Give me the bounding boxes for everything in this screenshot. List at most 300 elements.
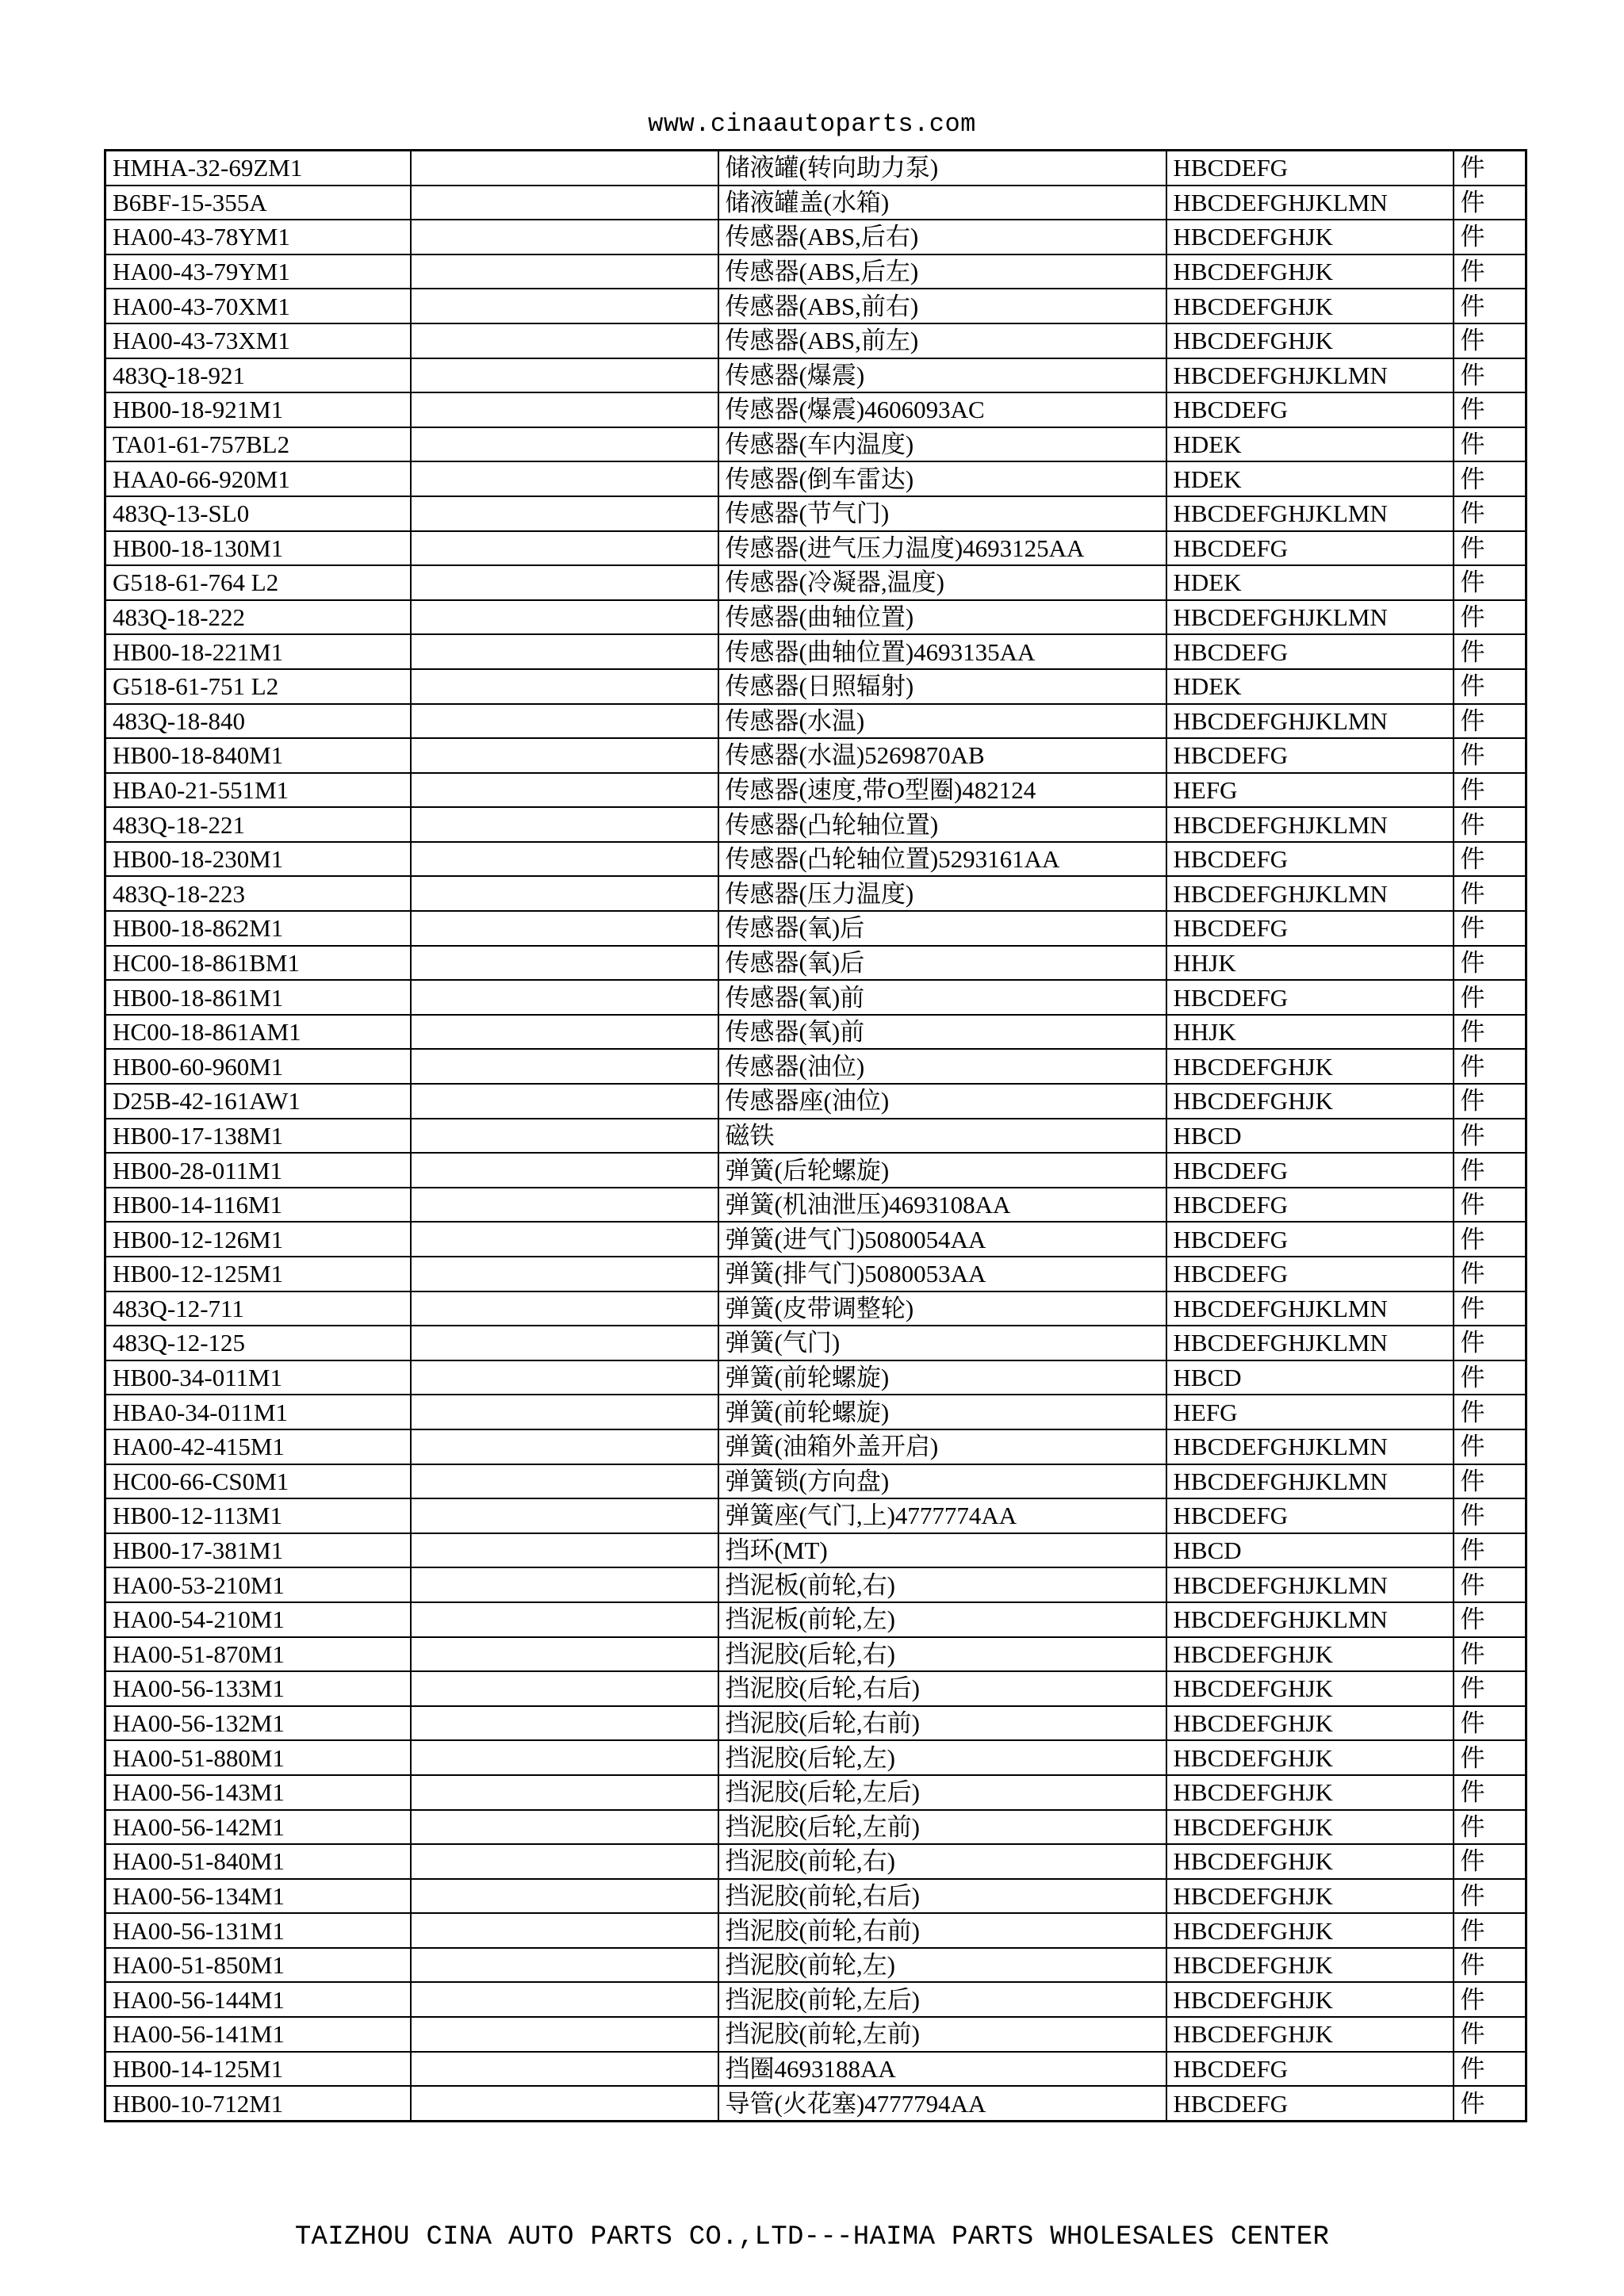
part-name-cell: 传感器(氧)前 <box>718 1015 1166 1050</box>
blank-cell <box>411 738 718 773</box>
table-row <box>105 876 1526 911</box>
model-codes-cell: HBCDEFGHJKLMN <box>1166 876 1454 911</box>
blank-cell <box>411 1671 718 1706</box>
part-name-cell: 储液罐(转向助力泵) <box>718 151 1166 186</box>
model-codes-cell: HBCDEFGHJK <box>1166 1706 1454 1741</box>
part-name-cell: 传感器(爆震) <box>718 358 1166 393</box>
blank-cell <box>411 1879 718 1914</box>
part-code-cell: HA00-51-870M1 <box>105 1637 411 1672</box>
part-code-cell: G518-61-764 L2 <box>105 565 411 600</box>
model-codes-cell: HBCDEFG <box>1166 634 1454 669</box>
unit-cell: 件 <box>1454 2052 1526 2087</box>
table-row <box>105 1326 1526 1360</box>
model-codes-cell: HBCDEFG <box>1166 1153 1454 1188</box>
part-code-cell: HA00-43-79YM1 <box>105 254 411 289</box>
part-name-cell: 传感器(冷凝器,温度) <box>718 565 1166 600</box>
unit-cell: 件 <box>1454 1395 1526 1429</box>
model-codes-cell: HBCDEFG <box>1166 1222 1454 1257</box>
unit-cell: 件 <box>1454 151 1526 186</box>
model-codes-cell: HBCDEFGHJK <box>1166 1844 1454 1879</box>
table-row <box>105 1810 1526 1845</box>
part-code-cell: HB00-18-862M1 <box>105 911 411 946</box>
blank-cell <box>411 1257 718 1292</box>
part-code-cell: 483Q-18-223 <box>105 876 411 911</box>
part-code-cell: 483Q-13-SL0 <box>105 496 411 531</box>
blank-cell <box>411 1740 718 1775</box>
unit-cell: 件 <box>1454 1775 1526 1810</box>
unit-cell: 件 <box>1454 669 1526 704</box>
part-code-cell: HB00-17-138M1 <box>105 1119 411 1154</box>
unit-cell: 件 <box>1454 186 1526 220</box>
blank-cell <box>411 842 718 877</box>
part-code-cell: HAA0-66-920M1 <box>105 461 411 496</box>
part-code-cell: 483Q-18-221 <box>105 807 411 842</box>
part-code-cell: HB00-18-221M1 <box>105 634 411 669</box>
table-row <box>105 704 1526 739</box>
blank-cell <box>411 2017 718 2052</box>
blank-cell <box>411 2086 718 2121</box>
part-code-cell: HB00-10-712M1 <box>105 2086 411 2121</box>
part-name-cell: 传感器(倒车雷达) <box>718 461 1166 496</box>
blank-cell <box>411 427 718 462</box>
unit-cell: 件 <box>1454 1844 1526 1879</box>
part-code-cell: HA00-56-134M1 <box>105 1879 411 1914</box>
part-name-cell: 弹簧锁(方向盘) <box>718 1464 1166 1499</box>
table-row <box>105 1948 1526 1983</box>
part-code-cell: HBA0-21-551M1 <box>105 773 411 808</box>
part-name-cell: 传感器(进气压力温度)4693125AA <box>718 531 1166 566</box>
model-codes-cell: HBCDEFG <box>1166 1498 1454 1533</box>
model-codes-cell: HBCDEFGHJK <box>1166 1049 1454 1084</box>
blank-cell <box>411 704 718 739</box>
part-name-cell: 挡泥胶(前轮,右后) <box>718 1879 1166 1914</box>
model-codes-cell: HDEK <box>1166 461 1454 496</box>
blank-cell <box>411 1810 718 1845</box>
table-row <box>105 1982 1526 2017</box>
part-code-cell: HA00-56-143M1 <box>105 1775 411 1810</box>
blank-cell <box>411 1015 718 1050</box>
unit-cell: 件 <box>1454 1429 1526 1464</box>
part-name-cell: 传感器座(油位) <box>718 1084 1166 1119</box>
table-row <box>105 1706 1526 1741</box>
unit-cell: 件 <box>1454 427 1526 462</box>
part-code-cell: HA00-56-133M1 <box>105 1671 411 1706</box>
part-code-cell: HA00-42-415M1 <box>105 1429 411 1464</box>
unit-cell: 件 <box>1454 1533 1526 1568</box>
part-name-cell: 传感器(凸轮轴位置)5293161AA <box>718 842 1166 877</box>
part-name-cell: 传感器(凸轮轴位置) <box>718 807 1166 842</box>
blank-cell <box>411 1533 718 1568</box>
unit-cell: 件 <box>1454 1810 1526 1845</box>
parts-table-body <box>105 151 1526 2122</box>
part-name-cell: 挡泥胶(前轮,右) <box>718 1844 1166 1879</box>
unit-cell: 件 <box>1454 1637 1526 1672</box>
part-name-cell: 传感器(氧)后 <box>718 911 1166 946</box>
table-row <box>105 565 1526 600</box>
model-codes-cell: HHJK <box>1166 1015 1454 1050</box>
part-name-cell: 传感器(曲轴位置)4693135AA <box>718 634 1166 669</box>
part-name-cell: 挡泥胶(后轮,右后) <box>718 1671 1166 1706</box>
blank-cell <box>411 669 718 704</box>
model-codes-cell: HBCDEFGHJK <box>1166 1810 1454 1845</box>
part-name-cell: 挡泥胶(后轮,左前) <box>718 1810 1166 1845</box>
blank-cell <box>411 946 718 981</box>
part-name-cell: 弹簧(机油泄压)4693108AA <box>718 1188 1166 1223</box>
part-name-cell: 传感器(节气门) <box>718 496 1166 531</box>
part-code-cell: 483Q-12-711 <box>105 1292 411 1326</box>
table-row <box>105 1913 1526 1948</box>
model-codes-cell: HHJK <box>1166 946 1454 981</box>
part-name-cell: 挡泥胶(后轮,左后) <box>718 1775 1166 1810</box>
part-code-cell: HA00-54-210M1 <box>105 1602 411 1637</box>
unit-cell: 件 <box>1454 807 1526 842</box>
blank-cell <box>411 186 718 220</box>
part-name-cell: 传感器(油位) <box>718 1049 1166 1084</box>
part-code-cell: HB00-28-011M1 <box>105 1153 411 1188</box>
model-codes-cell: HDEK <box>1166 427 1454 462</box>
part-name-cell: 挡泥胶(后轮,右前) <box>718 1706 1166 1741</box>
model-codes-cell: HBCDEFG <box>1166 911 1454 946</box>
table-row <box>105 773 1526 808</box>
table-row <box>105 2017 1526 2052</box>
unit-cell: 件 <box>1454 1913 1526 1948</box>
unit-cell: 件 <box>1454 946 1526 981</box>
part-code-cell: HB00-34-011M1 <box>105 1360 411 1395</box>
part-name-cell: 弹簧(油箱外盖开启) <box>718 1429 1166 1464</box>
model-codes-cell: HBCDEFGHJK <box>1166 1671 1454 1706</box>
part-name-cell: 传感器(车内温度) <box>718 427 1166 462</box>
part-code-cell: HC00-18-861AM1 <box>105 1015 411 1050</box>
part-code-cell: HB00-60-960M1 <box>105 1049 411 1084</box>
part-name-cell: 挡泥胶(前轮,左前) <box>718 2017 1166 2052</box>
unit-cell: 件 <box>1454 738 1526 773</box>
table-row <box>105 1464 1526 1499</box>
model-codes-cell: HBCD <box>1166 1119 1454 1154</box>
table-row <box>105 1498 1526 1533</box>
unit-cell: 件 <box>1454 1326 1526 1360</box>
blank-cell <box>411 254 718 289</box>
part-code-cell: HA00-51-850M1 <box>105 1948 411 1983</box>
table-row <box>105 600 1526 635</box>
unit-cell: 件 <box>1454 1740 1526 1775</box>
blank-cell <box>411 1153 718 1188</box>
unit-cell: 件 <box>1454 1602 1526 1637</box>
table-row <box>105 1292 1526 1326</box>
model-codes-cell: HBCDEFGHJK <box>1166 1084 1454 1119</box>
site-footer: TAIZHOU CINA AUTO PARTS CO.,LTD---HAIMA PARTS WHOLESALES CENTER <box>294 2222 1330 2252</box>
blank-cell <box>411 773 718 808</box>
part-code-cell: 483Q-18-921 <box>105 358 411 393</box>
table-row <box>105 427 1526 462</box>
blank-cell <box>411 600 718 635</box>
part-name-cell: 传感器(ABS,前左) <box>718 323 1166 358</box>
model-codes-cell: HBCDEFG <box>1166 738 1454 773</box>
model-codes-cell: HBCDEFGHJK <box>1166 2017 1454 2052</box>
part-code-cell: G518-61-751 L2 <box>105 669 411 704</box>
table-row <box>105 946 1526 981</box>
unit-cell: 件 <box>1454 1671 1526 1706</box>
blank-cell <box>411 323 718 358</box>
unit-cell: 件 <box>1454 1360 1526 1395</box>
table-row <box>105 1775 1526 1810</box>
part-code-cell: HA00-51-880M1 <box>105 1740 411 1775</box>
part-code-cell: HA00-53-210M1 <box>105 1567 411 1602</box>
model-codes-cell: HBCDEFG <box>1166 392 1454 427</box>
part-code-cell: HB00-18-840M1 <box>105 738 411 773</box>
blank-cell <box>411 1292 718 1326</box>
unit-cell: 件 <box>1454 1292 1526 1326</box>
unit-cell: 件 <box>1454 1498 1526 1533</box>
blank-cell <box>411 980 718 1015</box>
unit-cell: 件 <box>1454 600 1526 635</box>
table-row <box>105 151 1526 186</box>
blank-cell <box>411 2052 718 2087</box>
blank-cell <box>411 1844 718 1879</box>
table-row <box>105 1740 1526 1775</box>
part-name-cell: 弹簧(前轮螺旋) <box>718 1395 1166 1429</box>
part-code-cell: HB00-12-125M1 <box>105 1257 411 1292</box>
part-code-cell: HB00-18-230M1 <box>105 842 411 877</box>
model-codes-cell: HBCDEFGHJK <box>1166 254 1454 289</box>
model-codes-cell: HBCDEFGHJKLMN <box>1166 1292 1454 1326</box>
part-name-cell: 挡泥胶(后轮,右) <box>718 1637 1166 1672</box>
blank-cell <box>411 876 718 911</box>
table-row <box>105 911 1526 946</box>
unit-cell: 件 <box>1454 1879 1526 1914</box>
site-header: www.cinaautoparts.com <box>648 109 976 139</box>
table-row <box>105 2086 1526 2121</box>
unit-cell: 件 <box>1454 1948 1526 1983</box>
table-row <box>105 1222 1526 1257</box>
unit-cell: 件 <box>1454 1464 1526 1499</box>
unit-cell: 件 <box>1454 1706 1526 1741</box>
blank-cell <box>411 1084 718 1119</box>
part-name-cell: 挡环(MT) <box>718 1533 1166 1568</box>
model-codes-cell: HBCDEFGHJKLMN <box>1166 1429 1454 1464</box>
model-codes-cell: HBCDEFGHJKLMN <box>1166 1602 1454 1637</box>
model-codes-cell: HBCDEFGHJKLMN <box>1166 186 1454 220</box>
blank-cell <box>411 1706 718 1741</box>
table-row <box>105 323 1526 358</box>
model-codes-cell: HBCDEFGHJK <box>1166 323 1454 358</box>
blank-cell <box>411 1326 718 1360</box>
unit-cell: 件 <box>1454 911 1526 946</box>
parts-table <box>104 149 1527 2122</box>
part-code-cell: HA00-43-78YM1 <box>105 220 411 254</box>
unit-cell: 件 <box>1454 496 1526 531</box>
blank-cell <box>411 1049 718 1084</box>
table-row <box>105 1049 1526 1084</box>
part-name-cell: 储液罐盖(水箱) <box>718 186 1166 220</box>
model-codes-cell: HBCDEFGHJKLMN <box>1166 496 1454 531</box>
table-row <box>105 1844 1526 1879</box>
part-code-cell: 483Q-18-840 <box>105 704 411 739</box>
unit-cell: 件 <box>1454 254 1526 289</box>
part-code-cell: HB00-18-921M1 <box>105 392 411 427</box>
table-row <box>105 186 1526 220</box>
model-codes-cell: HBCDEFGHJKLMN <box>1166 600 1454 635</box>
part-name-cell: 弹簧(前轮螺旋) <box>718 1360 1166 1395</box>
table-row <box>105 1602 1526 1637</box>
table-row <box>105 289 1526 323</box>
blank-cell <box>411 1637 718 1672</box>
part-code-cell: HA00-56-132M1 <box>105 1706 411 1741</box>
unit-cell: 件 <box>1454 876 1526 911</box>
blank-cell <box>411 1567 718 1602</box>
unit-cell: 件 <box>1454 358 1526 393</box>
unit-cell: 件 <box>1454 1015 1526 1050</box>
table-row <box>105 1119 1526 1154</box>
model-codes-cell: HBCDEFGHJK <box>1166 220 1454 254</box>
part-code-cell: HB00-12-126M1 <box>105 1222 411 1257</box>
model-codes-cell: HBCDEFG <box>1166 531 1454 566</box>
part-name-cell: 传感器(曲轴位置) <box>718 600 1166 635</box>
unit-cell: 件 <box>1454 2017 1526 2052</box>
table-row <box>105 358 1526 393</box>
unit-cell: 件 <box>1454 634 1526 669</box>
part-name-cell: 弹簧(皮带调整轮) <box>718 1292 1166 1326</box>
model-codes-cell: HBCDEFGHJKLMN <box>1166 704 1454 739</box>
table-row <box>105 392 1526 427</box>
unit-cell: 件 <box>1454 289 1526 323</box>
blank-cell <box>411 1498 718 1533</box>
part-name-cell: 传感器(ABS,后左) <box>718 254 1166 289</box>
table-row <box>105 1188 1526 1223</box>
part-code-cell: HMHA-32-69ZM1 <box>105 151 411 186</box>
blank-cell <box>411 807 718 842</box>
model-codes-cell: HBCDEFGHJK <box>1166 1879 1454 1914</box>
table-row <box>105 1257 1526 1292</box>
blank-cell <box>411 461 718 496</box>
blank-cell <box>411 392 718 427</box>
part-name-cell: 挡泥胶(前轮,左) <box>718 1948 1166 1983</box>
unit-cell: 件 <box>1454 392 1526 427</box>
model-codes-cell: HBCDEFG <box>1166 2052 1454 2087</box>
part-code-cell: B6BF-15-355A <box>105 186 411 220</box>
table-row <box>105 531 1526 566</box>
blank-cell <box>411 151 718 186</box>
table-row <box>105 1671 1526 1706</box>
part-name-cell: 挡圈4693188AA <box>718 2052 1166 2087</box>
table-row <box>105 220 1526 254</box>
part-name-cell: 弹簧(后轮螺旋) <box>718 1153 1166 1188</box>
model-codes-cell: HDEK <box>1166 669 1454 704</box>
part-name-cell: 传感器(氧)前 <box>718 980 1166 1015</box>
table-row <box>105 669 1526 704</box>
part-code-cell: HA00-43-70XM1 <box>105 289 411 323</box>
part-name-cell: 弹簧座(气门,上)4777774AA <box>718 1498 1166 1533</box>
unit-cell: 件 <box>1454 565 1526 600</box>
blank-cell <box>411 220 718 254</box>
part-code-cell: HB00-17-381M1 <box>105 1533 411 1568</box>
table-row <box>105 1637 1526 1672</box>
table-row <box>105 496 1526 531</box>
part-code-cell: HC00-18-861BM1 <box>105 946 411 981</box>
part-code-cell: TA01-61-757BL2 <box>105 427 411 462</box>
part-code-cell: HA00-56-141M1 <box>105 2017 411 2052</box>
part-code-cell: D25B-42-161AW1 <box>105 1084 411 1119</box>
part-name-cell: 挡泥板(前轮,左) <box>718 1602 1166 1637</box>
blank-cell <box>411 1602 718 1637</box>
model-codes-cell: HBCDEFG <box>1166 2086 1454 2121</box>
model-codes-cell: HBCDEFG <box>1166 151 1454 186</box>
model-codes-cell: HBCDEFGHJKLMN <box>1166 1326 1454 1360</box>
unit-cell: 件 <box>1454 1119 1526 1154</box>
part-code-cell: HB00-18-861M1 <box>105 980 411 1015</box>
part-name-cell: 传感器(ABS,后右) <box>718 220 1166 254</box>
blank-cell <box>411 1360 718 1395</box>
blank-cell <box>411 1948 718 1983</box>
model-codes-cell: HBCDEFGHJKLMN <box>1166 1464 1454 1499</box>
part-code-cell: HA00-56-142M1 <box>105 1810 411 1845</box>
model-codes-cell: HBCDEFGHJK <box>1166 1948 1454 1983</box>
unit-cell: 件 <box>1454 704 1526 739</box>
unit-cell: 件 <box>1454 1188 1526 1223</box>
part-code-cell: 483Q-18-222 <box>105 600 411 635</box>
model-codes-cell: HEFG <box>1166 773 1454 808</box>
model-codes-cell: HBCDEFG <box>1166 1188 1454 1223</box>
blank-cell <box>411 911 718 946</box>
model-codes-cell: HBCDEFGHJK <box>1166 1637 1454 1672</box>
part-name-cell: 磁铁 <box>718 1119 1166 1154</box>
table-row <box>105 461 1526 496</box>
table-row <box>105 1084 1526 1119</box>
blank-cell <box>411 1119 718 1154</box>
part-name-cell: 传感器(ABS,前右) <box>718 289 1166 323</box>
table-row <box>105 1429 1526 1464</box>
part-code-cell: 483Q-12-125 <box>105 1326 411 1360</box>
table-row <box>105 254 1526 289</box>
part-code-cell: HB00-14-125M1 <box>105 2052 411 2087</box>
model-codes-cell: HBCDEFGHJK <box>1166 289 1454 323</box>
part-name-cell: 弹簧(排气门)5080053AA <box>718 1257 1166 1292</box>
model-codes-cell: HBCDEFG <box>1166 980 1454 1015</box>
part-name-cell: 弹簧(气门) <box>718 1326 1166 1360</box>
unit-cell: 件 <box>1454 842 1526 877</box>
table-row <box>105 1567 1526 1602</box>
model-codes-cell: HDEK <box>1166 565 1454 600</box>
blank-cell <box>411 1222 718 1257</box>
unit-cell: 件 <box>1454 1222 1526 1257</box>
part-name-cell: 传感器(水温) <box>718 704 1166 739</box>
part-name-cell: 传感器(氧)后 <box>718 946 1166 981</box>
unit-cell: 件 <box>1454 1049 1526 1084</box>
blank-cell <box>411 1188 718 1223</box>
blank-cell <box>411 358 718 393</box>
blank-cell <box>411 1775 718 1810</box>
table-row <box>105 2052 1526 2087</box>
blank-cell <box>411 289 718 323</box>
part-code-cell: HB00-12-113M1 <box>105 1498 411 1533</box>
table-row <box>105 1153 1526 1188</box>
table-row <box>105 1533 1526 1568</box>
unit-cell: 件 <box>1454 461 1526 496</box>
unit-cell: 件 <box>1454 323 1526 358</box>
model-codes-cell: HEFG <box>1166 1395 1454 1429</box>
unit-cell: 件 <box>1454 1257 1526 1292</box>
part-code-cell: HA00-56-131M1 <box>105 1913 411 1948</box>
blank-cell <box>411 1464 718 1499</box>
model-codes-cell: HBCDEFG <box>1166 842 1454 877</box>
table-row <box>105 634 1526 669</box>
part-code-cell: HA00-56-144M1 <box>105 1982 411 2017</box>
unit-cell: 件 <box>1454 1982 1526 2017</box>
part-name-cell: 挡泥板(前轮,右) <box>718 1567 1166 1602</box>
table-row <box>105 980 1526 1015</box>
part-name-cell: 导管(火花塞)4777794AA <box>718 2086 1166 2121</box>
table-row <box>105 1395 1526 1429</box>
blank-cell <box>411 1429 718 1464</box>
